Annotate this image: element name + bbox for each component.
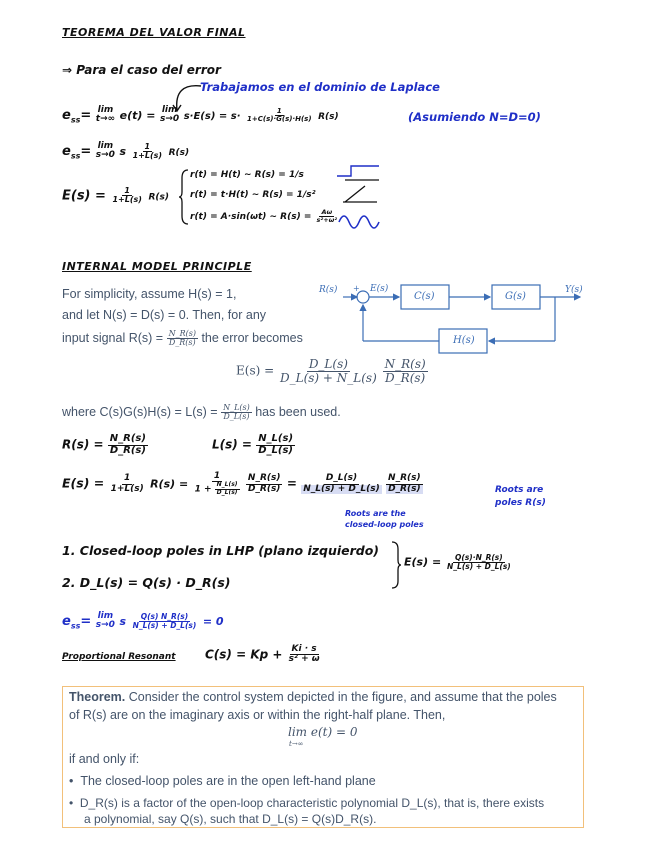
pr-label: Proportional Resonant [62,652,176,662]
case-step: r(t) = H(t) ∼ R(s) = 1/s [190,170,304,180]
condition-2: 2. D_L(s) = Q(s) · D_R(s) [62,575,231,590]
ess-zero-equation: $e_{ss}=$ lim s→0 s $\frac{Q(s) N\_R(s)}{N\_L(s) + D\_L(s)}$ = 0 [62,611,224,631]
intro-line-3: input signal R(s) = $\frac{N\_R(s)}{D\_R(s)}$ the error becomes [62,329,303,348]
case-sine: r(t) = A·sin(ωt) ∼ R(s) = $\frac{A\omega}{\text{s²+ω²}}$ [190,208,338,224]
theorem-iff: if and only if: [69,752,140,766]
section-title-final-value: TEOREMA DEL VALOR FINAL [62,26,246,39]
diagram-plus-label: + [353,284,360,293]
diagram-H-block: H(s) [453,335,475,346]
case-ramp: r(t) = t·H(t) ∼ R(s) = 1/s² [190,190,316,200]
theorem-bullet-1: • The closed-loop poles are in the open left-hand plane [69,774,376,788]
assumption-note: (Asumiendo N=D=0) [408,110,541,124]
theorem-bullet-2: • D_R(s) is a factor of the open-loop characteristic polynomial D_L(s), that is, there exists [69,796,545,810]
theorem-limit: lim e(t) = 0 [288,725,358,739]
ess-equation-1: $e_{ss}=$ lim t→∞ e(t) = lim s→0 s·E(s) = s· $\frac{1}{1+C(s)\cdot G(s)\cdot H(s)}$ R(s) [62,105,339,125]
note-poles-R: Roots are poles R(s) [495,485,546,508]
diagram-G-block: G(s) [505,291,526,302]
Ls-definition: L(s) = $\frac{N\_L(s)}{D\_L(s)}$ [212,433,294,456]
laplace-note: Trabajamos en el dominio de Laplace [200,80,440,94]
E-closed-form: E(s) = $\frac{Q(s)\cdot N\_R(s)}{N\_L(s) + D\_L(s)}$ [404,553,511,571]
theorem-line-1: Theorem. Consider the control system depicted in the figure, and assume that the poles [69,690,557,704]
diagram-Y-label: Y(s) [565,285,583,295]
note-closed-loop-poles: Roots are the closed-loop poles [345,509,424,529]
diagram-R-label: R(s) [319,285,338,295]
diagram-C-block: C(s) [414,291,435,302]
cases-brace-icon [178,168,190,226]
E-typed-equation: E(s) = $\frac{D\_L(s)}{D\_L(s) + N\_L(s)}$ $\frac{N\_R(s)}{D\_R(s)}$ [236,357,426,385]
ess-equation-2: $e_{ss}=$ lim s→0 s $\frac{1}{1+L(s)}$ R(s) [62,141,190,161]
E-definition: E(s) = $\frac{1}{1+L(s)}$ R(s) [62,186,169,205]
where-line: where C(s)G(s)H(s) = L(s) = $\frac{N\_L(s)}{D\_L(s)}$ has been used. [62,403,341,422]
pr-equation: C(s) = Kp + $\frac{Ki \cdot s}{\text{s² + ω}}$ [205,644,320,665]
section-title-internal-model: INTERNAL MODEL PRINCIPLE [62,260,252,273]
intro-line-2: and let N(s) = D(s) = 0. Then, for any [62,308,267,322]
E-derivation: E(s) = $\frac{1}{1+L(s)}$ R(s) = 1 1 + $\frac{N\_L(s)}{D\_L(s)}$ $\frac{N\_R(s)}{D\_R(s)}$ = $\frac{D\_L(s)}{N\_L(s) + D\_L(s)}$ $\frac{N\_R(s)}{D\_R(s)}$ [62,471,421,496]
condition-1: 1. Closed-loop poles in LHP (plano izquierdo) [62,543,380,558]
intro-line-1: For simplicity, assume H(s) = 1, [62,287,237,301]
conditions-brace-icon [390,540,402,590]
signal-sketches-icon [335,164,385,230]
error-case-heading: ⇒ Para el caso del error [62,63,221,77]
theorem-bullet-2-cont: a polynomial, say Q(s), such that D_L(s) = Q(s)D_R(s). [84,812,377,826]
theorem-line-2: of R(s) are on the imaginary axis or within the right-half plane. Then, [69,708,446,722]
Rs-definition: R(s) = $\frac{N\_R(s)}{D\_R(s)}$ [62,433,146,456]
theorem-limit-sub: t→∞ [289,740,304,748]
diagram-E-label: E(s) [370,284,389,294]
